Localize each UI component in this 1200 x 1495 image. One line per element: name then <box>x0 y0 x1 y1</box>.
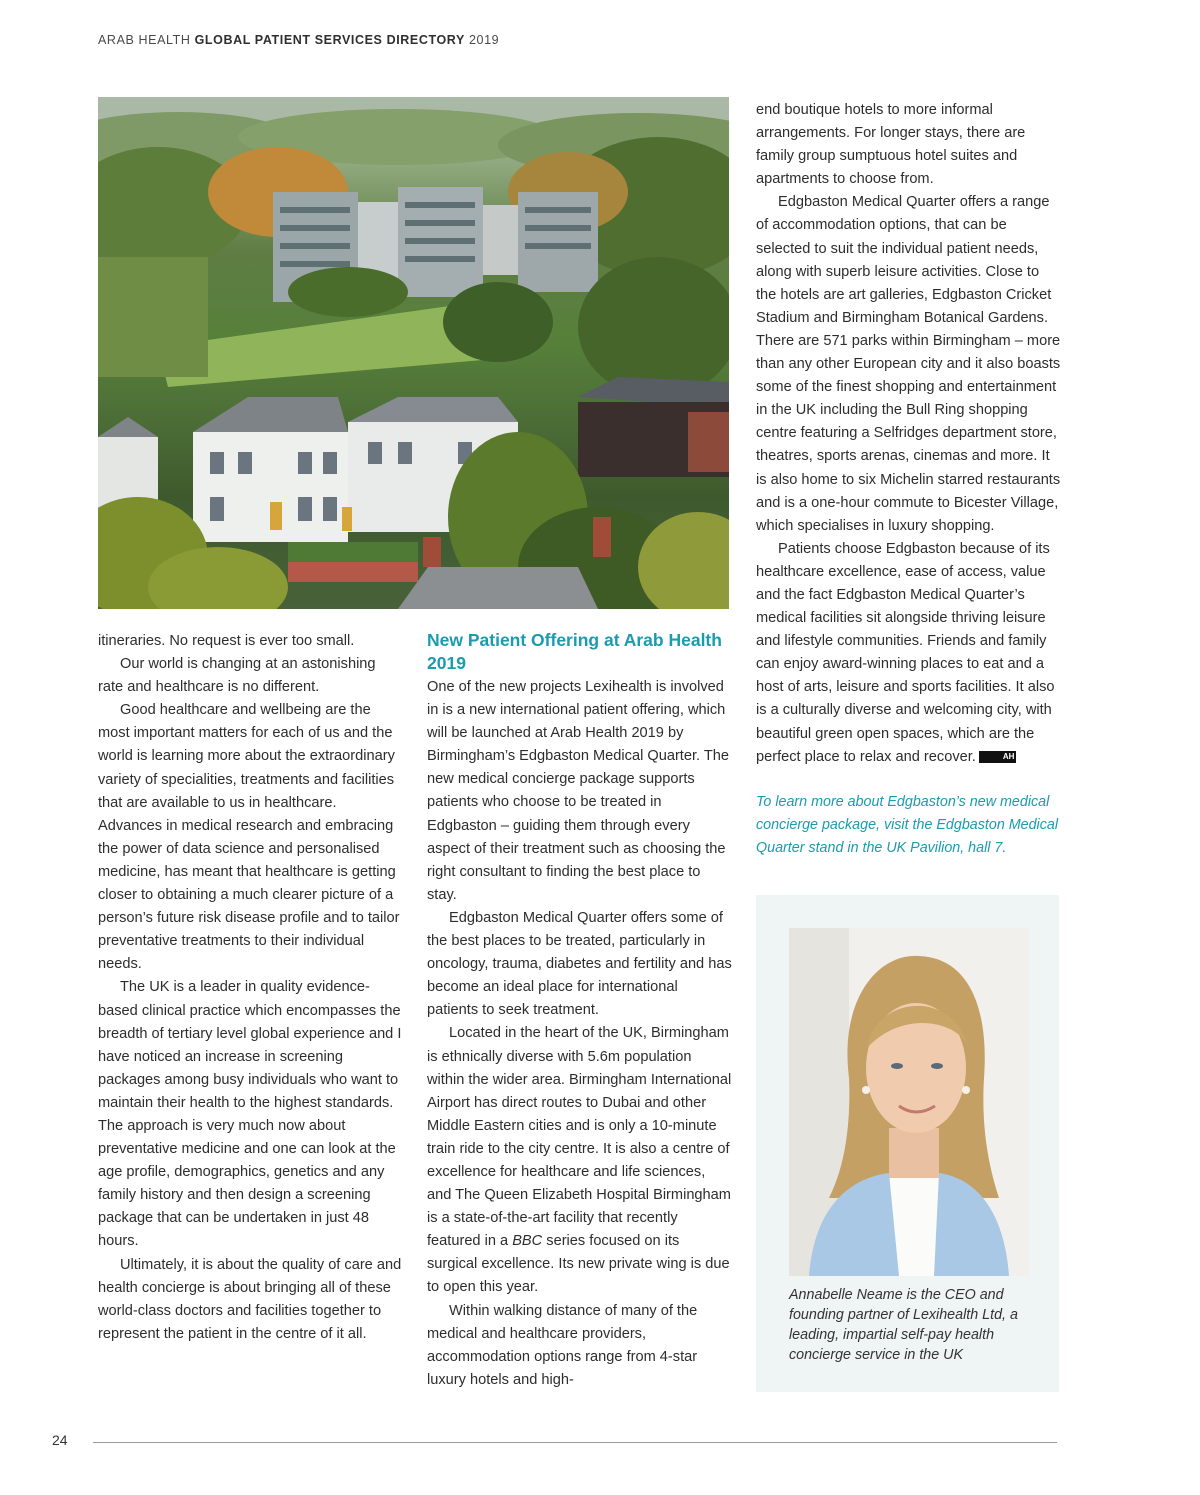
header-title: GLOBAL PATIENT SERVICES DIRECTORY <box>194 33 465 47</box>
edgbaston-aerial-photo <box>98 97 729 609</box>
col3-paragraph: Edgbaston Medical Quarter offers a range of accommodation options, that can be selected to suit the individual patient needs, along with superb leisure activities. Close to the hotels are art galleries, Edgbaston Cricket Stadium and Birmingham Botanical Gardens. There are 571 parks within Birmingham – more than any other European city and it also boasts some of the finest shopping and entertainment in the UK including the Bull Ring shopping centre featuring a Selfridges department store, theatres, sports arenas, cinemas and more. It is also home to six Michelin starred restaurants and is a one-hour commute to Bicester Village, which specialises in luxury shopping. <box>756 194 1061 534</box>
header-prefix: ARAB HEALTH <box>98 33 191 47</box>
col2-p3-text: Located in the heart of the UK, Birmingham is ethnically diverse with 5.6m population within the wider area. Birmingham International Airport has direct routes to Dubai and other Middle Eastern cities and is only a 10-minute train ride to the city centre. It is also a centre of excellence for healthcare and life sciences, and The Queen Elizabeth Hospital Birmingham is a state-of-the-art facility that recently featured in a <box>427 1025 732 1250</box>
col1-paragraph: Our world is changing at an astonishing rate and healthcare is no different. <box>98 656 376 696</box>
col2-paragraph: One of the new projects Lexihealth is involved in is a new international patient offering, which will be launched at Arab Health 2019 by Birmingham’s Edgbaston Medical Quarter. The new medical concierge package supports patients who choose to be treated in Edgbaston – guiding them through every aspect of their treatment such as choosing the right consultant to finding the best place to stay. <box>427 679 730 903</box>
col1-paragraph: Ultimately, it is about the quality of care and health concierge is about bringing all of these world-class doctors and facilities together to represent the patient in the centre of it all. <box>98 1256 402 1342</box>
col2-p3-rest: series focused on its surgical excellence. Its new private wing is due to open this year. <box>427 1233 730 1296</box>
header-year: 2019 <box>468 33 500 47</box>
portrait-panel <box>756 895 1059 1392</box>
section-subhead: New Patient Offering at Arab Health 2019 <box>427 630 722 673</box>
column-2 <box>427 629 732 1392</box>
bbc-italic: BBC <box>512 1233 543 1250</box>
col2-paragraph: Edgbaston Medical Quarter offers some of the best places to be treated, particularly in oncology, trauma, diabetes and fertility and has become an ideal place for international patients to seek treatment. <box>427 909 732 1019</box>
col3-paragraph: end boutique hotels to more informal arrangements. For longer stays, there are family group sumptuous hotel suites and apartments to choose from. <box>756 102 1026 188</box>
col1-paragraph: The UK is a leader in quality evidence-based clinical practice which encompasses the breadth of tertiary level global experience and I have noticed an increase in screening packages among busy individuals who want to maintain their health to the highest standards. The approach is very much now about preventative medicine and one can look at the age profile, demographics, genetics and any family history and then design a screening package that can be undertaken in just 48 hours. <box>98 979 402 1250</box>
col1-paragraph: itineraries. No request is ever too small. <box>98 633 355 649</box>
column-1 <box>98 630 403 1346</box>
page-number: 24 <box>52 1432 68 1448</box>
portrait-photo <box>789 928 1029 1276</box>
running-header <box>98 33 499 47</box>
col2-paragraph <box>427 1022 732 1299</box>
footer-rule <box>93 1442 1057 1443</box>
end-mark-icon: AH <box>979 751 1017 763</box>
call-to-action: To learn more about Edgbaston’s new medical concierge package, visit the Edgbaston Medical Quarter stand in the UK Pavilion, hall 7. <box>756 793 1059 856</box>
portrait-illustration <box>789 928 1029 1276</box>
col3-p3-text: Patients choose Edgbaston because of its healthcare excellence, ease of access, value and the fact Edgbaston Medical Quarter’s medical facilities sit alongside thriving leisure and lifestyle communities. Friends and family can enjoy award-winning places to eat and a host of arts, leisure and sports facilities. It also is a culturally diverse and welcoming city, with beautiful green open spaces, which are the perfect place to relax and recover. <box>756 540 1055 765</box>
col3-paragraph <box>756 538 1061 769</box>
photo-illustration <box>98 97 729 609</box>
portrait-caption: Annabelle Neame is the CEO and founding partner of Lexihealth Ltd, a leading, impartial self-pay health concierge service in the UK <box>789 1287 1018 1363</box>
col2-paragraph: Within walking distance of many of the medical and healthcare providers, accommodation options range from 4-star luxury hotels and high- <box>427 1302 698 1388</box>
col1-paragraph: Good healthcare and wellbeing are the most important matters for each of us and the world is learning more about the extraordinary variety of specialities, treatments and facilities that are available to us in healthcare. Advances in medical research and embracing the power of data science and personalised medicine, has meant that healthcare is getting closer to obtaining a much clearer picture of a person’s future risk disease profile and to tailor preventative treatments to their individual needs. <box>98 702 400 973</box>
column-3 <box>756 99 1061 860</box>
